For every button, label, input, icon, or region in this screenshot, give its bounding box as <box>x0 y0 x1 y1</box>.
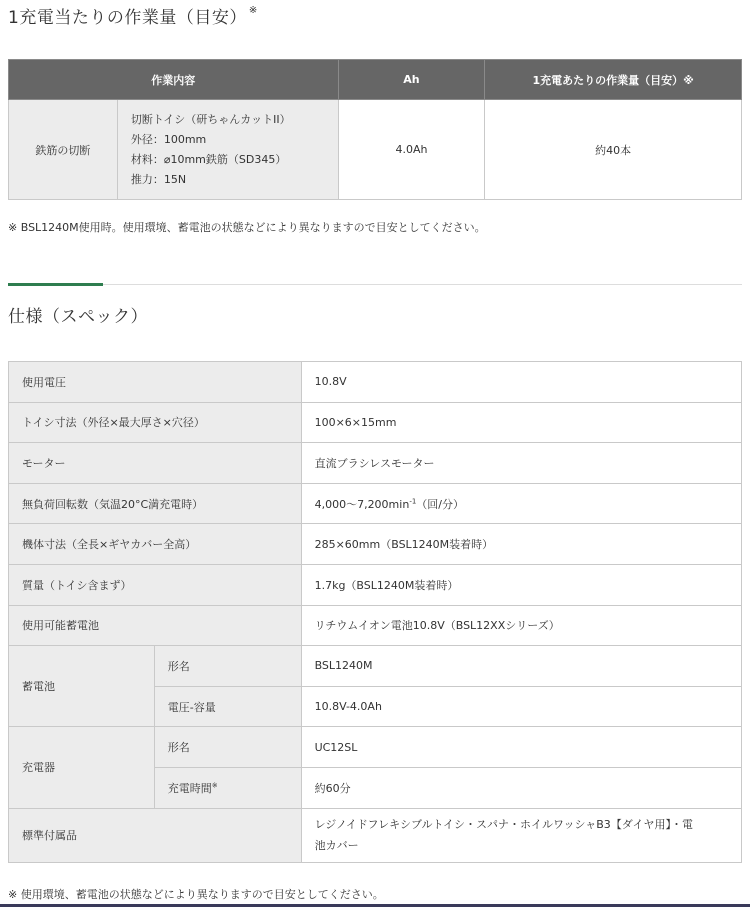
spec-row <box>9 362 742 403</box>
work-detail-line: 推力：15N <box>130 172 187 186</box>
battery-model-value: BSL1240M <box>301 646 741 687</box>
spec-label: トイシ寸法（外径×最大厚さ×穴径） <box>9 402 302 443</box>
spec-footnote: ※ 使用環境、蓄電池の状態などにより異なりますので目安としてください。 <box>8 888 384 901</box>
spec-row <box>9 646 742 687</box>
charger-model-label: 形名 <box>154 727 301 768</box>
work-amount-heading-mark: ※ <box>248 5 258 16</box>
spec-value: 285×60mm（BSL1240M装着時） <box>301 524 741 565</box>
spec-label: 無負荷回転数（気温20°C満充電時） <box>9 483 302 524</box>
spec-value: 10.8V <box>301 362 741 403</box>
spec-label: 機体寸法（全長×ギヤカバー全高） <box>9 524 302 565</box>
spec-row <box>9 443 742 484</box>
rpm-unit-tail: （回/分） <box>416 497 465 511</box>
spec-section-title: 仕様（スペック） <box>8 307 148 327</box>
spec-row <box>9 564 742 605</box>
charge-time-label-text: 充電時間 <box>167 781 212 795</box>
spec-value: 100×6×15mm <box>301 402 741 443</box>
accessories-value <box>301 808 741 862</box>
work-amount-value: 約40本 <box>485 100 742 200</box>
spec-row <box>9 808 742 862</box>
work-detail-line: 外径：100mm <box>130 132 207 146</box>
work-amount-heading <box>8 3 258 28</box>
work-ah-value: 4.0Ah <box>338 100 485 200</box>
charger-group-label: 充電器 <box>9 727 155 808</box>
work-detail-line: 材料：⌀10mm鉄筋（SD345） <box>130 152 287 166</box>
charge-time-value: 約60分 <box>301 767 741 808</box>
work-amount-heading-text: 1充電当たりの作業量（目安） <box>8 8 247 28</box>
spec-row <box>9 727 742 768</box>
spec-label: 使用電圧 <box>9 362 302 403</box>
spec-value: 直流ブラシレスモーター <box>301 443 741 484</box>
section-divider <box>8 284 742 285</box>
battery-voltage-value: 10.8V-4.0Ah <box>301 686 741 727</box>
accessories-label: 標準付属品 <box>9 808 302 862</box>
rpm-unit-exponent: -1 <box>409 496 417 505</box>
work-table-header-row <box>9 60 742 100</box>
charge-time-label <box>154 767 301 808</box>
work-amount-table <box>8 59 742 200</box>
battery-voltage-label: 電圧-容量 <box>154 686 301 727</box>
spec-row <box>9 483 742 524</box>
accessories-line: 池カバー <box>314 839 359 853</box>
rpm-value: 4,000〜7,200min <box>314 497 410 511</box>
spec-label: モーター <box>9 443 302 484</box>
work-details <box>117 100 338 200</box>
charger-model-value: UC12SL <box>301 727 741 768</box>
spec-row <box>9 402 742 443</box>
spec-value: リチウムイオン電池10.8V（BSL12XXシリーズ） <box>301 605 741 646</box>
spec-row <box>9 605 742 646</box>
work-amount-footnote: ※ BSL1240M使用時。使用環境、蓄電池の状態などにより異なりますので目安としてください。 <box>8 221 486 234</box>
spec-value: 1.7kg（BSL1240M装着時） <box>301 564 741 605</box>
work-header-ah: Ah <box>338 60 485 100</box>
battery-model-label: 形名 <box>154 646 301 687</box>
work-header-amount: 1充電あたりの作業量（目安）※ <box>485 60 742 100</box>
work-category: 鉄筋の切断 <box>9 100 118 200</box>
spec-table <box>8 361 742 863</box>
spec-label: 使用可能蓄電池 <box>9 605 302 646</box>
spec-value <box>301 483 741 524</box>
work-detail-line: 切断トイシ（研ちゃんカットII） <box>130 112 291 126</box>
charge-time-mark: ※ <box>211 781 218 790</box>
spec-row <box>9 524 742 565</box>
work-table-row <box>9 100 742 200</box>
section-divider-accent <box>8 283 103 286</box>
spec-label: 質量（トイシ含まず） <box>9 564 302 605</box>
battery-group-label: 蓄電池 <box>9 646 155 727</box>
work-header-task: 作業内容 <box>9 60 339 100</box>
accessories-line: レジノイドフレキシブルトイシ・スパナ・ホイルワッシャB3【ダイヤ用】・電 <box>314 818 694 832</box>
